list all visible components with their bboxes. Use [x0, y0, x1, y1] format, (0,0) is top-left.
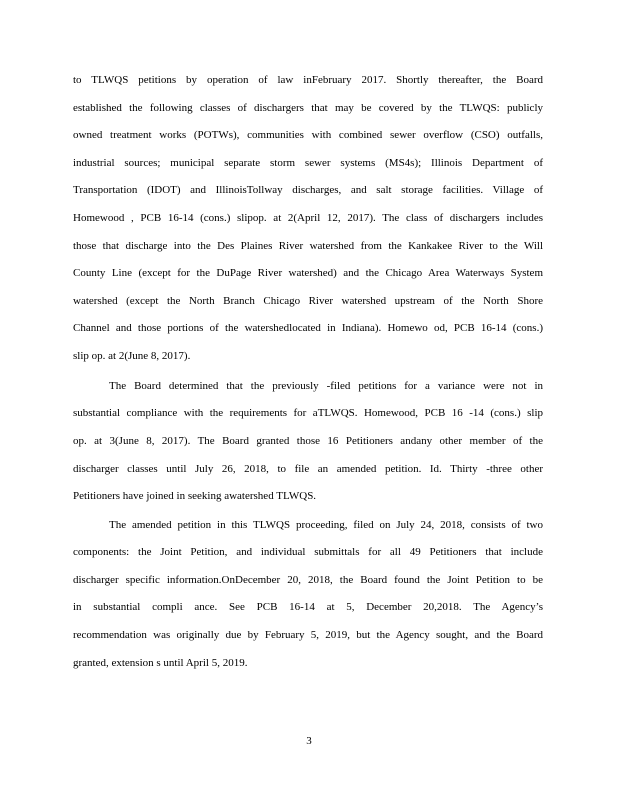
page-number: 3 — [306, 735, 312, 747]
text-line: watershed (except the North Branch Chicago River watershed upstream of the North Shore — [73, 295, 543, 307]
text-line: Channel and those portions of the watershedlocated in Indiana). Homewo od, PCB 16-14 (cons.) — [73, 322, 543, 334]
text-line: The Board determined that the previously -filed petitions for a variance were not in — [109, 380, 543, 392]
text-line: established the following classes of dischargers that may be covered by the TLWQS: publicly — [73, 102, 543, 114]
text-line: to TLWQS petitions by operation of law inFebruary 2017. Shortly thereafter, the Board — [73, 74, 543, 86]
text-line: Homewood , PCB 16-14 (cons.) slipop. at 2(April 12, 2017). The class of dischargers includes — [73, 212, 543, 224]
text-line: recommendation was originally due by February 5, 2019, but the Agency sought, and the Board — [73, 629, 543, 641]
text-line: The amended petition in this TLWQS proceeding, filed on July 24, 2018, consists of two — [109, 519, 543, 531]
text-line: industrial sources; municipal separate storm sewer systems (MS4s); Illinois Department of — [73, 157, 543, 169]
text-line: County Line (except for the DuPage River watershed) and the Chicago Area Waterways System — [73, 267, 543, 279]
text-line: discharger classes until July 26, 2018, to file an amended petition. Id. Thirty -three other — [73, 463, 543, 475]
text-line: op. at 3(June 8, 2017). The Board granted those 16 Petitioners andany other member of the — [73, 435, 543, 447]
text-line: components: the Joint Petition, and individual submittals for all 49 Petitioners that include — [73, 546, 543, 558]
text-line: granted, extension s until April 5, 2019. — [73, 657, 248, 669]
text-line: substantial compliance with the requirements for aTLWQS. Homewood, PCB 16 -14 (cons.) slip — [73, 407, 543, 419]
text-line: slip op. at 2(June 8, 2017). — [73, 350, 191, 362]
text-line: owned treatment works (POTWs), communities with combined sewer overflow (CSO) outfalls, — [73, 129, 543, 141]
text-line: Transportation (IDOT) and IllinoisTollway discharges, and salt storage facilities. Village of — [73, 184, 543, 196]
text-line: discharger specific information.OnDecember 20, 2018, the Board found the Joint Petition to be — [73, 574, 543, 586]
text-line: those that discharge into the Des Plaines River watershed from the Kankakee River to the Will — [73, 240, 543, 252]
text-line: in substantial compli ance. See PCB 16-14 at 5, December 20,2018. The Agency’s — [73, 601, 543, 613]
text-line: Petitioners have joined in seeking awatershed TLWQS. — [73, 490, 317, 502]
